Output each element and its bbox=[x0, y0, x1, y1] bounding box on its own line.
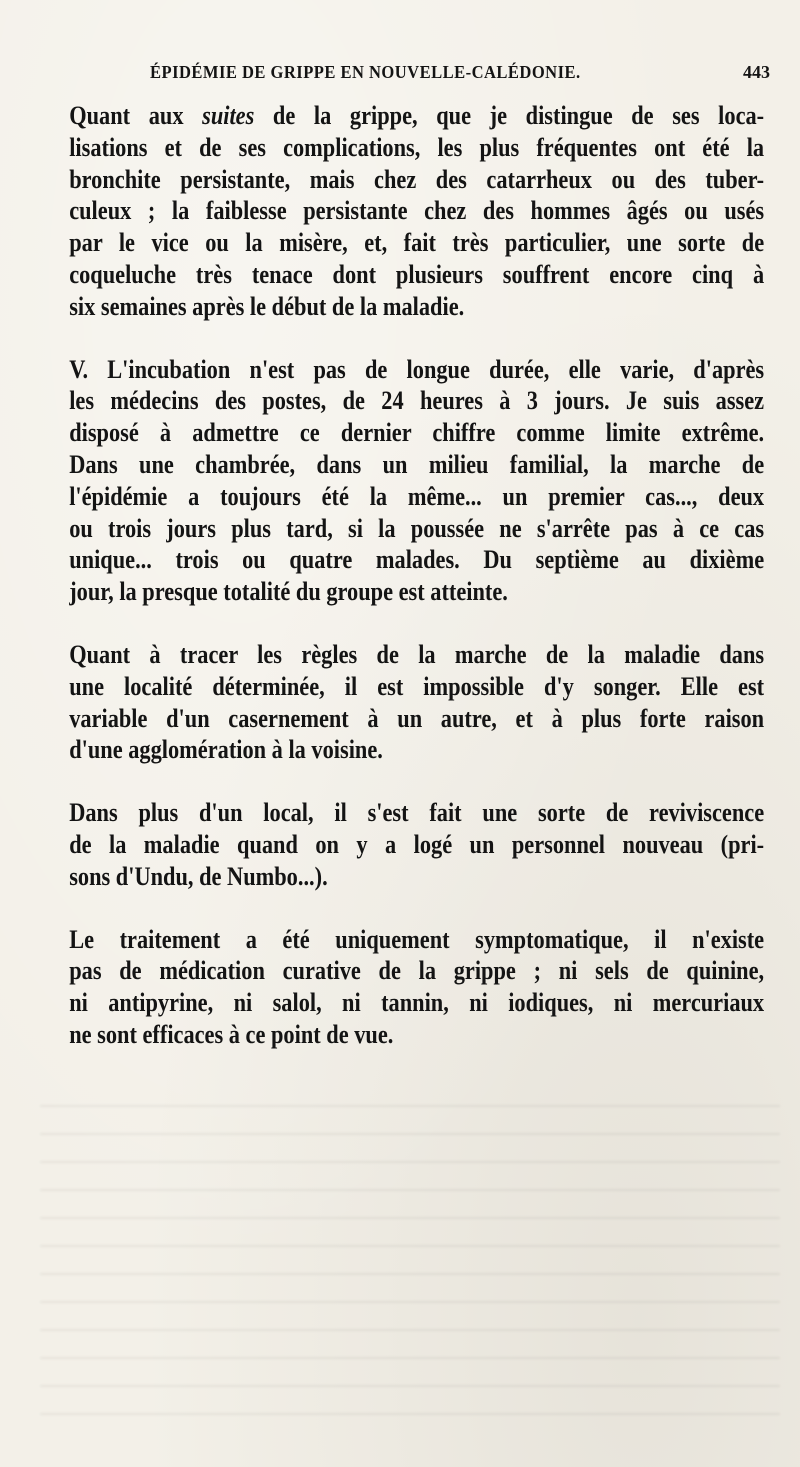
paragraph-marche bbox=[52, 639, 764, 766]
text-line: de la maladie quand on y a logé un personnel nouveau (pri- bbox=[69, 829, 765, 859]
text-line: coqueluche très tenace dont plusieurs souffrent encore cinq à bbox=[69, 259, 765, 289]
text-line: d'une agglomération à la voisine. bbox=[69, 735, 383, 765]
paragraph-suites bbox=[52, 100, 764, 323]
text-line: jour, la presque totalité du groupe est atteinte. bbox=[69, 577, 508, 607]
text-line: lisations et de ses complications, les plus fréquentes ont été la bbox=[69, 132, 765, 162]
paragraph-incubation bbox=[52, 354, 764, 608]
text-line: bronchite persistante, mais chez des catarrheux ou des tuber- bbox=[69, 164, 765, 194]
page-header bbox=[150, 62, 770, 92]
italic-term: suites bbox=[202, 101, 255, 130]
page-number: 443 bbox=[743, 62, 770, 82]
text-line: ni antipyrine, ni salol, ni tannin, ni iodiques, ni mercuriaux bbox=[69, 988, 765, 1018]
text-line: Le traitement a été uniquement symptomatique, il n'existe bbox=[69, 924, 765, 954]
text-line: ou trois jours plus tard, si la poussée ne s'arrête pas à ce cas bbox=[69, 513, 765, 543]
text-line: culeux ; la faiblesse persistante chez des hommes âgés ou usés bbox=[69, 196, 765, 226]
text-line: sons d'Undu, de Numbo...). bbox=[69, 861, 328, 891]
text-line: les médecins des postes, de 24 heures à 3 jours. Je suis assez bbox=[69, 386, 765, 416]
text-line: Quant à tracer les règles de la marche de la maladie dans bbox=[69, 639, 765, 669]
text-line: V. L'incubation n'est pas de longue durée, elle varie, d'après bbox=[69, 354, 765, 384]
body-text bbox=[52, 100, 764, 1051]
running-title: ÉPIDÉMIE DE GRIPPE EN NOUVELLE-CALÉDONIE. bbox=[150, 62, 581, 82]
text-line: pas de médication curative de la grippe ; ni sels de quinine, bbox=[69, 956, 765, 986]
text-line: l'épidémie a toujours été la même... un premier cas..., deux bbox=[69, 481, 765, 511]
text-line: Dans plus d'un local, il s'est fait une sorte de reviviscence bbox=[69, 798, 765, 828]
text-line: Quant aux suites de la grippe, que je distingue de ses loca- bbox=[69, 101, 765, 130]
text-line: six semaines après le début de la maladie. bbox=[69, 291, 465, 321]
text-line: Dans une chambrée, dans un milieu familial, la marche de bbox=[69, 449, 765, 479]
show-through-texture bbox=[40, 1085, 780, 1415]
text-line: disposé à admettre ce dernier chiffre comme limite extrême. bbox=[69, 418, 765, 448]
text-line: une localité déterminée, il est impossible d'y songer. Elle est bbox=[69, 671, 765, 701]
text-line: ne sont efficaces à ce point de vue. bbox=[69, 1019, 394, 1049]
text-line: variable d'un casernement à un autre, et à plus forte raison bbox=[69, 703, 765, 733]
text-line: par le vice ou la misère, et, fait très particulier, une sorte de bbox=[69, 228, 765, 258]
text-line: unique... trois ou quatre malades. Du septième au dixième bbox=[69, 545, 765, 575]
paragraph-reviviscence bbox=[52, 797, 764, 892]
paragraph-traitement bbox=[52, 924, 764, 1051]
